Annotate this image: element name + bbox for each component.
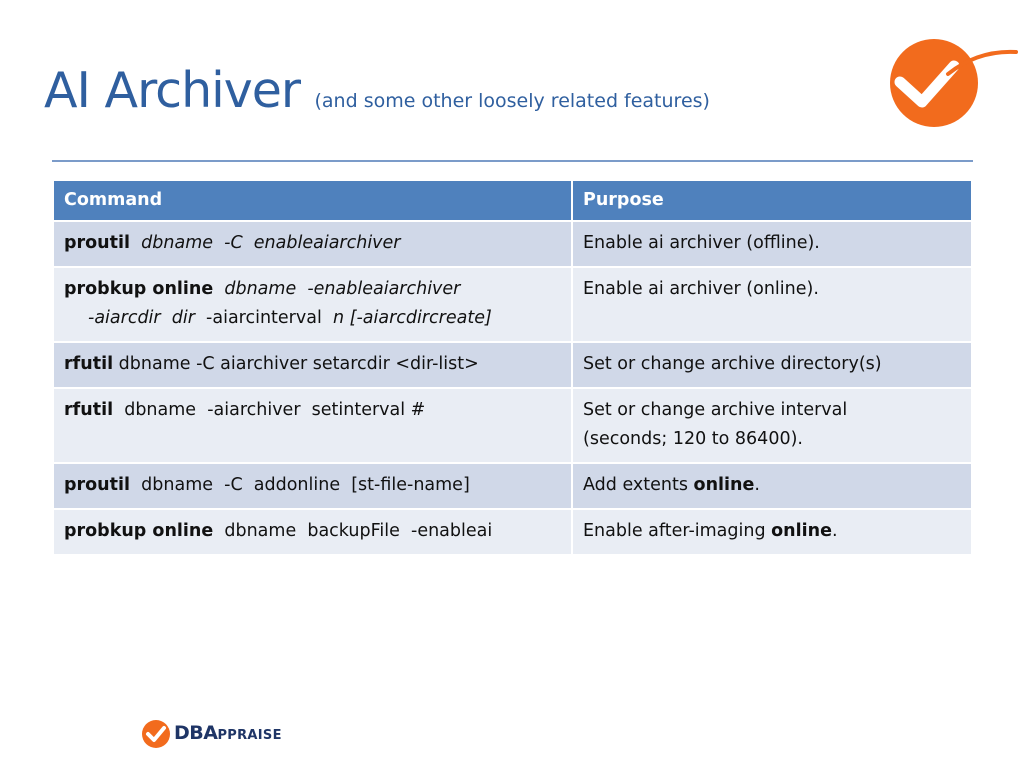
command-table [52, 179, 973, 556]
table-header-row [53, 180, 972, 221]
command-cell [53, 221, 572, 267]
purpose-cell [572, 463, 972, 509]
purpose-line: (seconds; 120 to 86400). [583, 429, 803, 449]
command-args: -aiarcdir dir [88, 308, 195, 328]
purpose-cell: Enable ai archiver (offline). [572, 221, 972, 267]
header-purpose: Purpose [572, 180, 972, 221]
checkmark-logo-icon [872, 38, 1018, 134]
table-row [53, 463, 972, 509]
purpose-cell [572, 509, 972, 555]
purpose-line: Set or change archive interval [583, 400, 848, 420]
title-divider [52, 160, 973, 162]
table-row [53, 342, 972, 388]
command-args: dbname -enableaiarchiver [224, 279, 461, 299]
title-subtitle: (and some other loosely related features) [314, 90, 710, 112]
command-args: dbname -C enableaiarchiver [141, 233, 401, 253]
footer-brand-small: PPRAISE [217, 728, 282, 743]
command-name: probkup online [64, 279, 214, 299]
purpose-punct: . [754, 475, 760, 495]
command-args: dbname -aiarchiver setinterval # [124, 400, 426, 420]
command-args: -aiarcinterval [206, 308, 322, 328]
command-args: dbname -C aiarchiver setarcdir <dir-list> [118, 354, 479, 374]
command-args-line2 [64, 304, 492, 333]
table-row [53, 388, 972, 463]
command-args: dbname -C addonline [st-file-name] [141, 475, 470, 495]
table-row [53, 509, 972, 555]
slide-title [44, 62, 710, 119]
command-cell [53, 342, 572, 388]
command-args: dbname backupFile -enableai [224, 521, 493, 541]
command-name: rfutil [64, 400, 114, 420]
command-cell [53, 267, 572, 342]
command-name: rfutil [64, 354, 114, 374]
command-name: proutil [64, 233, 131, 253]
command-name: probkup online [64, 521, 214, 541]
purpose-emphasis: online [771, 521, 832, 541]
command-cell [53, 463, 572, 509]
title-main: AI Archiver [44, 62, 301, 119]
table-row [53, 267, 972, 342]
table-row [53, 221, 972, 267]
command-args: n [-aiarcdircreate] [332, 308, 492, 328]
header-command: Command [53, 180, 572, 221]
purpose-emphasis: online [693, 475, 755, 495]
command-cell [53, 509, 572, 555]
footer-brand-bold: DBA [174, 722, 218, 744]
checkmark-circle-icon [140, 716, 174, 750]
purpose-cell [572, 388, 972, 463]
purpose-punct: . [831, 521, 838, 541]
purpose-cell: Set or change archive directory(s) [572, 342, 972, 388]
purpose-text: Enable after-imaging [583, 521, 766, 541]
command-cell [53, 388, 572, 463]
purpose-text: Add extents [583, 475, 688, 495]
command-name: proutil [64, 475, 131, 495]
footer-brand [174, 722, 282, 744]
purpose-cell: Enable ai archiver (online). [572, 267, 972, 342]
